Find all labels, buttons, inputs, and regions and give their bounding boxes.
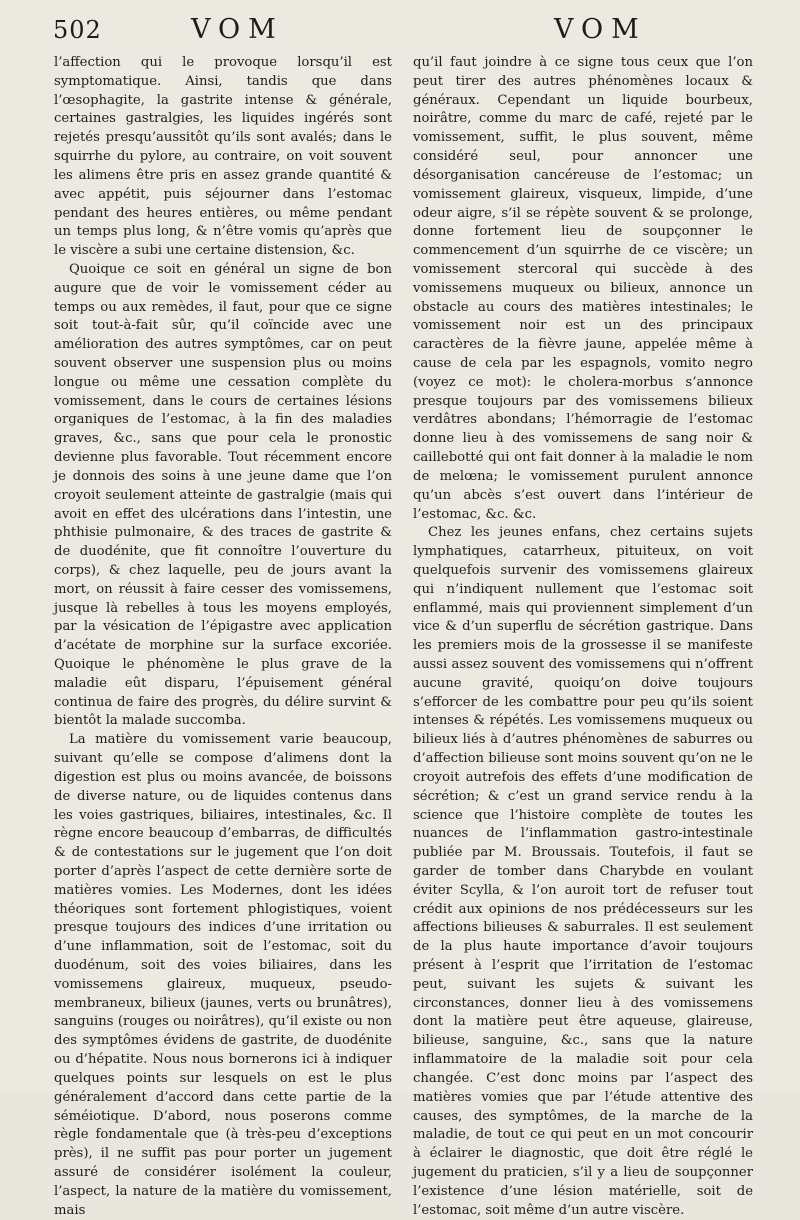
paragraph: qu’il faut joindre à ce signe tous ceux que l’on peut tirer des autres phénomènes locaux & généraux. Cependant un liquide bourbeux, noirâtre, comme du marc de café, rejeté par le vomissement, suffit, le plus souvent, même considéré seul, pour annoncer une désorganisation cancéreuse de l’estomac; un vomissement glaireux, visqueux, limpide, d’une odeur aigre, s’il se répète souvent & se prolonge, donne fortement lieu de soupçonner le commencement d’un squirrhe de ce viscère; un vomissement stercoral qui succède à des vomissemens muqueux ou bilieux, annonce un obstacle au cours des matières intestinales; le vomissement noir est un des principaux caractères de la fièvre jaune, appelée même à cause de cela par les espagnols, vomito negro (voyez ce mot): le cholera-morbus s’annonce presque toujours par des vomissemens bilieux verdâtres abondans; l’hémorragie de l’estomac donne lieu à des vomissemens de sang noir & caillebotté qui ont fait donner à la maladie le nom de melœna; le vomissement purulent annonce qu’un abcès s’est ouvert dans l’intérieur de l’estomac, &c. &c. bbox=[413, 55, 753, 522]
page-header bbox=[0, 14, 800, 48]
running-head-left: VOM bbox=[191, 14, 284, 45]
paragraph: Quoique ce soit en général un signe de bon augure que de voir le vomissement céder au temps ou aux remèdes, il faut, pour que ce signe soit tout-à-fait sûr, qu’il coïncide avec une amélioration des autres symptômes, car on peut souvent observer une suspension plus ou moins longue ou même une cessation complète du vomissement, dans le cours de certaines lésions organiques de l’estomac, à la fin des maladies graves, &c., sans que pour cela le pronostic devienne plus favorable. Tout récemment encore je donnois des soins à une jeune dame que l’on croyoit seulement atteinte de gastralgie (mais qui avoit en effet des ulcérations dans l’intestin, une phthisie pulmonaire, & des traces de gastrite & de duodénite, que fit connoître l’ouverture du corps), & chez laquelle, peu de jours avant la mort, on réussit à faire cesser des vomissemens, jusque là rebelles à tous les moyens employés, par la vésication de l’épigastre avec application d’acétate de morphine sur la surface excoriée. Quoique le phénomène le plus grave de la maladie eût disparu, l’épuisement général continua de faire des progrès, du délire survint & bientôt la malade succomba. bbox=[54, 261, 392, 729]
paragraph: La matière du vomissement varie beaucoup, suivant qu’elle se compose d’alimens dont la digestion est plus ou moins avancée, de boissons de diverse nature, ou de liquides contenus dans les voies gastriques, biliaires, intestinales, &c. Il règne encore beaucoup d’embarras, de difficultés & de contestations sur le jugement que l’on doit porter d’après l’aspect de cette dernière sorte de matières vomies. Les Modernes, dont les idées théoriques sont fortement phlogistiques, voient presque toujours des indices d’une irritation ou d’une inflammation, soit de l’estomac, soit du duodénum, soit des voies biliaires, dans les vomissemens glaireux, muqueux, pseudo-membraneux, bilieux (jaunes, verts ou brunâtres), sanguins (rouges ou noirâtres), qu’il existe ou non des symptômes évidens de gastrite, de duodénite ou d’hépatite. Nous nous bornerons ici à indiquer quelques points sur lesquels on est le plus généralement d’accord dans cette partie de la séméiotique. D’abord, nous poserons comme règle fondamentale que (à très-peu d’exceptions près), il ne suffit pas pour porter un jugement assuré de considérer isolément la couleur, l’aspect, la nature de la matière du vomissement, mais bbox=[54, 732, 392, 1218]
left-column bbox=[54, 54, 392, 1220]
right-column bbox=[413, 54, 753, 1220]
paragraph: Chez les jeunes enfans, chez certains sujets lymphatiques, catarrheux, pituiteux, on voit quelquefois survenir des vomissemens glaireux qui n’indiquent nullement que l’estomac soit enflammé, mais qui proviennent simplement d’un vice & d’un superflu de sécrétion gastrique. Dans les premiers mois de la grossesse il se manifeste aussi assez souvent des vomissemens qui n’offrent aucune gravité, quoiqu’on doive toujours s’efforcer de les combattre pour peu qu’ils soient intenses & répétés. Les vomissemens muqueux ou bilieux liés à d’autres phénomènes de saburres ou d’affection bilieuse sont moins souvent qu’on ne le croyoit autrefois des effets d’une modification de sécrétion; & c’est un grand service rendu à la science que l’histoire complète de toutes les nuances de l’inflammation gastro-intestinale publiée par M. Broussais. Toutefois, il faut se garder de tomber dans Charybde en voulant éviter Scylla, & l’on auroit tort de refuser tout crédit aux opinions de nos prédécesseurs sur les affections bilieuses & saburrales. Il est seulement de la plus haute importance d’avoir toujours présent à l’esprit que l’irritation de l’estomac peut, suivant les sujets & suivant les circonstances, donner lieu à des vomissemens dont la matière peut être aqueuse, glaireuse, bilieuse, sanguine, &c., sans que la nature inflammatoire de la maladie soit pour cela changée. C’est donc moins par l’aspect des matières vomies que par l’étude attentive des causes, des symptômes, de la marche de la maladie, de tout ce qui peut en un mot concourir à éclairer le diagnostic, que doit être réglé le jugement du praticien, s’il y a lieu de soupçonner l’existence d’une lésion matérielle, soit de l’estomac, soit même d’un autre viscère. bbox=[413, 525, 753, 1218]
running-head-right: VOM bbox=[554, 14, 647, 45]
page-number: 502 bbox=[53, 16, 102, 44]
paragraph: l’affection qui le provoque lorsqu’il est symptomatique. Ainsi, tandis que dans l’œsophagite, la gastrite intense & générale, certaines gastralgies, les liquides ingérés sont rejetés presqu’aussitôt qu’ils sont avalés; dans le squirrhe du pylore, au contraire, on voit souvent les alimens être pris en assez grande quantité & avec appétit, puis séjourner dans l’estomac pendant des heures entières, ou même pendant un temps plus long, & n’être vomis qu’après que le viscère a subi une certaine distension, &c. bbox=[54, 55, 392, 259]
